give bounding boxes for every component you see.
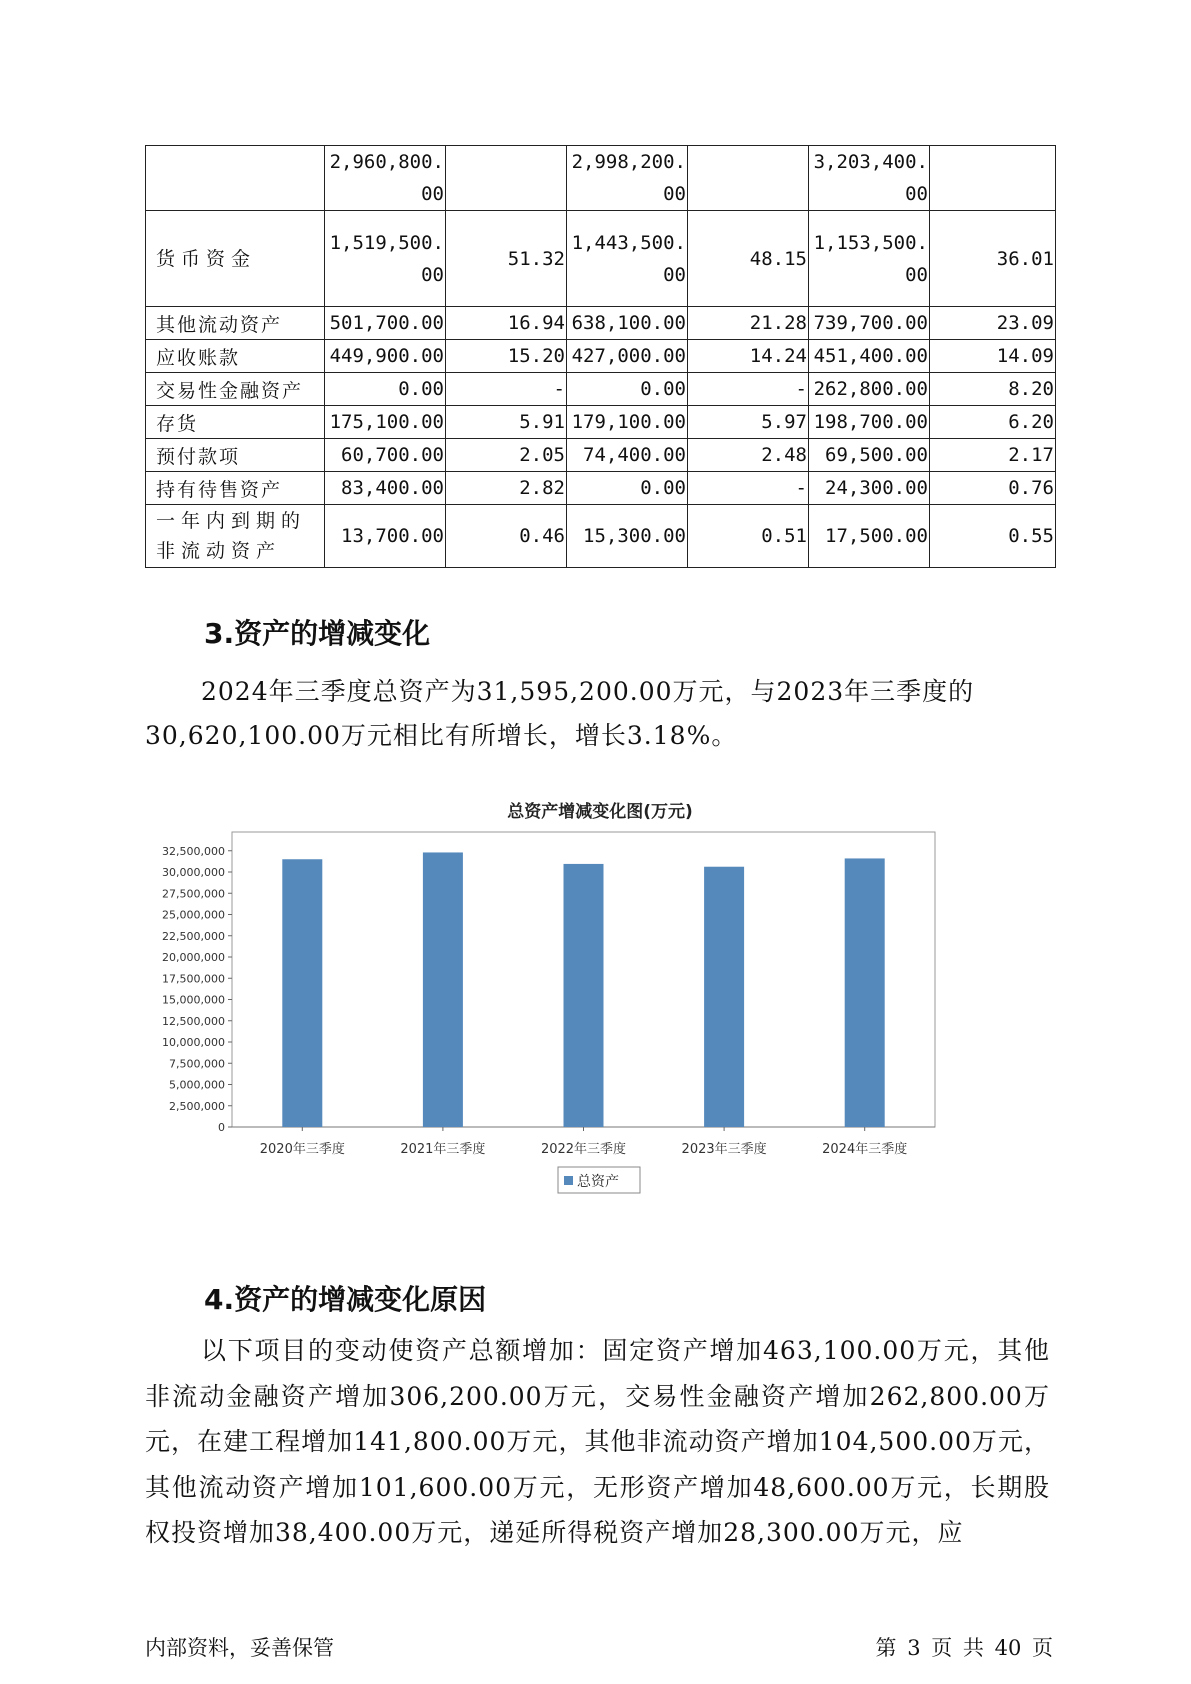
section3-paragraph: 2024年三季度总资产为31,595,200.00万元，与2023年三季度的30,620,100.00万元相比有所增长，增长3.18%。 <box>145 677 975 750</box>
table-cell-percent: 2.48 <box>688 439 809 472</box>
x-tick-label: 2020年三季度 <box>259 1142 345 1157</box>
table-cell-percent: 2.05 <box>446 439 567 472</box>
table-row <box>146 439 1056 472</box>
chart-legend <box>558 1167 640 1193</box>
bar <box>282 859 322 1127</box>
table-cell-item-label: 交易性金融资产 <box>146 373 325 406</box>
y-tick-label: 30,000,000 <box>162 866 225 879</box>
table-cell-percent: 23.09 <box>930 307 1056 340</box>
table-cell-amount: 24,300.00 <box>809 472 930 505</box>
table-cell-amount: 1,519,500.00 <box>325 211 446 307</box>
table-cell-amount: 501,700.00 <box>325 307 446 340</box>
table-cell-amount: 17,500.00 <box>809 505 930 568</box>
table-cell-percent: 48.15 <box>688 211 809 307</box>
table-cell-amount: 262,800.00 <box>809 373 930 406</box>
section4-heading: 4.资产的增减变化原因 <box>204 1283 487 1316</box>
table-cell-percent <box>688 146 809 211</box>
y-tick-label: 17,500,000 <box>162 972 225 986</box>
legend-swatch <box>564 1176 573 1185</box>
table-cell-amount: 74,400.00 <box>567 439 688 472</box>
table-cell-percent: - <box>688 472 809 505</box>
table-cell-percent: 0.46 <box>446 505 567 568</box>
x-tick-label: 2021年三季度 <box>400 1142 486 1157</box>
chart-svg <box>160 790 1030 1240</box>
x-tick-label: 2024年三季度 <box>822 1142 908 1157</box>
bar <box>564 864 604 1127</box>
table-cell-amount: 0.00 <box>567 373 688 406</box>
y-tick-label: 10,000,000 <box>162 1036 225 1049</box>
table-cell-amount: 1,153,500.00 <box>809 211 930 307</box>
table-cell-percent <box>446 146 567 211</box>
table-cell-amount: 3,203,400.00 <box>809 146 930 211</box>
table-row <box>146 406 1056 439</box>
table-cell-amount: 2,998,200.00 <box>567 146 688 211</box>
bar <box>845 858 885 1127</box>
x-tick-label: 2022年三季度 <box>540 1142 627 1157</box>
table-cell-item-label: 持有待售资产 <box>146 472 325 505</box>
table-cell-item-label: 应收账款 <box>146 340 325 373</box>
table-cell-amount: 1,443,500.00 <box>567 211 688 307</box>
y-tick-label: 32,500,000 <box>162 844 225 858</box>
table-cell-item-label: 货币资金 <box>146 211 325 307</box>
table-cell-amount: 0.00 <box>567 472 688 505</box>
table-cell-percent <box>930 146 1056 211</box>
table-cell-amount: 175,100.00 <box>325 406 446 439</box>
table-cell-amount: 83,400.00 <box>325 472 446 505</box>
table-cell-percent: 0.51 <box>688 505 809 568</box>
table-cell-percent: 8.20 <box>930 373 1056 406</box>
table-cell-amount: 15,300.00 <box>567 505 688 568</box>
section4-paragraph: 以下项目的变动使资产总额增加：固定资产增加463,100.00万元，其他非流动金融资产增加306,200.00万元，交易性金融资产增加262,800.00万元，在建工程增加141,800.00万元，其他非流动资产增加104,500.00万元，其他流动资产增加101,600.00万元，无形资产增加48,600.00万元，长期股权投资增加38,400.00万元，递延所得税资产增加28,300.00万元，应 <box>145 1336 1050 1547</box>
table-cell-amount: 2,960,800.00 <box>325 146 446 211</box>
table-cell-percent: 5.97 <box>688 406 809 439</box>
table-cell-percent: 16.94 <box>446 307 567 340</box>
table-cell-amount: 0.00 <box>325 373 446 406</box>
bar <box>704 867 744 1127</box>
table-row <box>146 505 1056 568</box>
chart-title: 总资产增减变化图(万元) <box>507 802 693 822</box>
x-tick-label: 2023年三季度 <box>681 1142 767 1157</box>
table-cell-item-label: 预付款项 <box>146 439 325 472</box>
table-cell-percent: 0.76 <box>930 472 1056 505</box>
bar <box>423 852 463 1127</box>
y-tick-label: 12,500,000 <box>162 1014 225 1028</box>
y-tick-label: 0 <box>218 1121 225 1134</box>
table-cell-percent: 5.91 <box>446 406 567 439</box>
table-row <box>146 307 1056 340</box>
table-row <box>146 146 1056 211</box>
table-cell-percent: 36.01 <box>930 211 1056 307</box>
y-tick-label: 2,500,000 <box>169 1099 225 1113</box>
table-cell-amount: 739,700.00 <box>809 307 930 340</box>
asset-structure-table <box>145 145 1056 568</box>
y-tick-label: 7,500,000 <box>169 1057 225 1071</box>
table-cell-amount: 13,700.00 <box>325 505 446 568</box>
y-tick-label: 15,000,000 <box>162 993 225 1007</box>
table-cell-percent: 14.24 <box>688 340 809 373</box>
y-tick-label: 27,500,000 <box>162 887 225 901</box>
footer-confidential-note: 内部资料，妥善保管 <box>145 1636 334 1660</box>
table-cell-percent: 0.55 <box>930 505 1056 568</box>
chart-axes <box>162 832 935 1157</box>
table-cell-item-label: 存货 <box>146 406 325 439</box>
table-cell-percent: 15.20 <box>446 340 567 373</box>
table-cell-amount: 451,400.00 <box>809 340 930 373</box>
table-cell-amount: 179,100.00 <box>567 406 688 439</box>
table-cell-amount: 449,900.00 <box>325 340 446 373</box>
table-cell-amount: 60,700.00 <box>325 439 446 472</box>
y-tick-label: 5,000,000 <box>169 1078 225 1092</box>
table-row <box>146 373 1056 406</box>
table-cell-percent: - <box>446 373 567 406</box>
table-cell-percent: 2.82 <box>446 472 567 505</box>
legend-label: 总资产 <box>577 1174 619 1190</box>
table-cell-percent: 14.09 <box>930 340 1056 373</box>
y-tick-label: 22,500,000 <box>162 929 225 943</box>
table-cell-percent: 51.32 <box>446 211 567 307</box>
section3-heading: 3.资产的增减变化 <box>204 617 431 650</box>
table-cell-percent: 21.28 <box>688 307 809 340</box>
footer-page-number: 第 3 页 共 40 页 <box>875 1636 1053 1660</box>
total-assets-chart <box>160 790 1030 1240</box>
table-cell-item-label: 一年内到期的非流动资产 <box>146 505 325 568</box>
table-row <box>146 472 1056 505</box>
table-cell-amount: 198,700.00 <box>809 406 930 439</box>
table-body <box>146 146 1056 568</box>
y-tick-label: 25,000,000 <box>162 908 225 922</box>
y-tick-label: 20,000,000 <box>162 951 225 964</box>
table-cell-percent: 2.17 <box>930 439 1056 472</box>
table-row <box>146 340 1056 373</box>
table-cell-amount: 427,000.00 <box>567 340 688 373</box>
table-cell-percent: 6.20 <box>930 406 1056 439</box>
table-cell-item-label: 其他流动资产 <box>146 307 325 340</box>
table-cell-amount: 638,100.00 <box>567 307 688 340</box>
table-row <box>146 211 1056 307</box>
table-cell-amount: 69,500.00 <box>809 439 930 472</box>
table-cell-percent: - <box>688 373 809 406</box>
table-cell-item-label <box>146 146 325 211</box>
